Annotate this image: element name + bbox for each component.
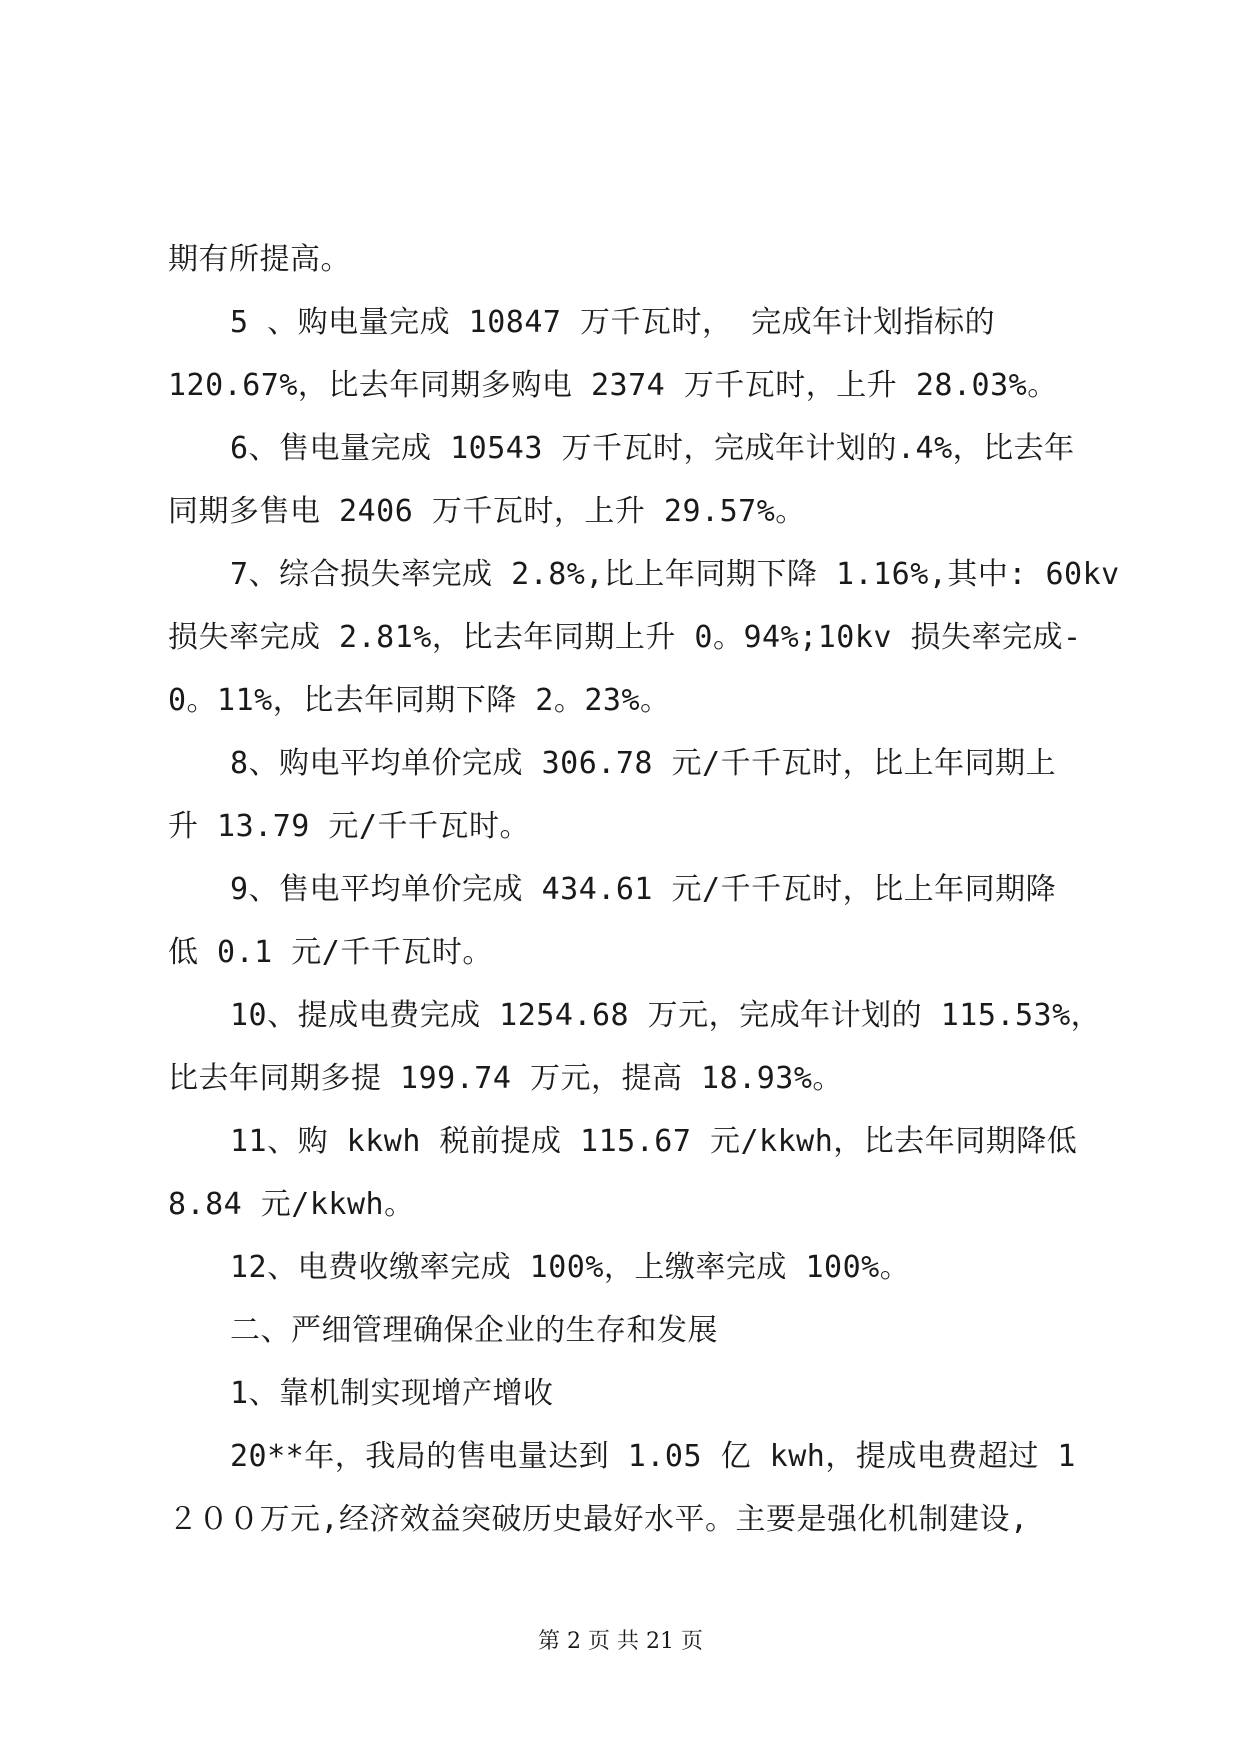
text-line: 二、严细管理确保企业的生存和发展 (230, 1313, 718, 1348)
page-footer: 第 2 页 共 21 页 (538, 1629, 703, 1654)
text-line: 6、售电量完成 10543 万千瓦时，完成年计划的.4%，比去年 (230, 431, 1075, 466)
text-line: 8、购电平均单价完成 306.78 元/千千瓦时，比上年同期上 (230, 746, 1057, 781)
text-line: 低 0.1 元/千千瓦时。 (168, 935, 493, 970)
text-line: 同期多售电 2406 万千瓦时，上升 29.57%。 (168, 494, 806, 529)
text-line: 8.84 元/kkwh。 (168, 1187, 415, 1222)
text-line: 期有所提高。 (168, 242, 351, 277)
text-line: 5 、购电量完成 10847 万千瓦时， 完成年计划指标的 (230, 305, 996, 340)
text-line: 20**年，我局的售电量达到 1.05 亿 kwh，提成电费超过 1 (230, 1439, 1076, 1474)
text-line: 比去年同期多提 199.74 万元，提高 18.93%。 (168, 1061, 843, 1096)
text-line: 7、综合损失率完成 2.8%,比上年同期下降 1.16%,其中: 60kv (230, 557, 1120, 592)
text-line: 1、靠机制实现增产增收 (230, 1376, 554, 1411)
text-line: 10、提成电费完成 1254.68 万元，完成年计划的 115.53%， (230, 998, 1102, 1033)
text-line: ２００万元,经济效益突破历史最好水平。主要是强化机制建设, (168, 1502, 1029, 1537)
text-line: 0。11%，比去年同期下降 2。23%。 (168, 683, 671, 718)
text-line: 损失率完成 2.81%，比去年同期上升 0。94%;10kv 损失率完成- (168, 620, 1082, 655)
text-line: 升 13.79 元/千千瓦时。 (168, 809, 530, 844)
text-line: 12、电费收缴率完成 100%，上缴率完成 100%。 (230, 1250, 911, 1285)
text-line: 11、购 kkwh 税前提成 115.67 元/kkwh，比去年同期降低 (230, 1124, 1078, 1159)
text-line: 120.67%，比去年同期多购电 2374 万千瓦时，上升 28.03%。 (168, 368, 1058, 403)
body-text (168, 228, 1120, 1551)
text-line: 9、售电平均单价完成 434.61 元/千千瓦时，比上年同期降 (230, 872, 1057, 907)
